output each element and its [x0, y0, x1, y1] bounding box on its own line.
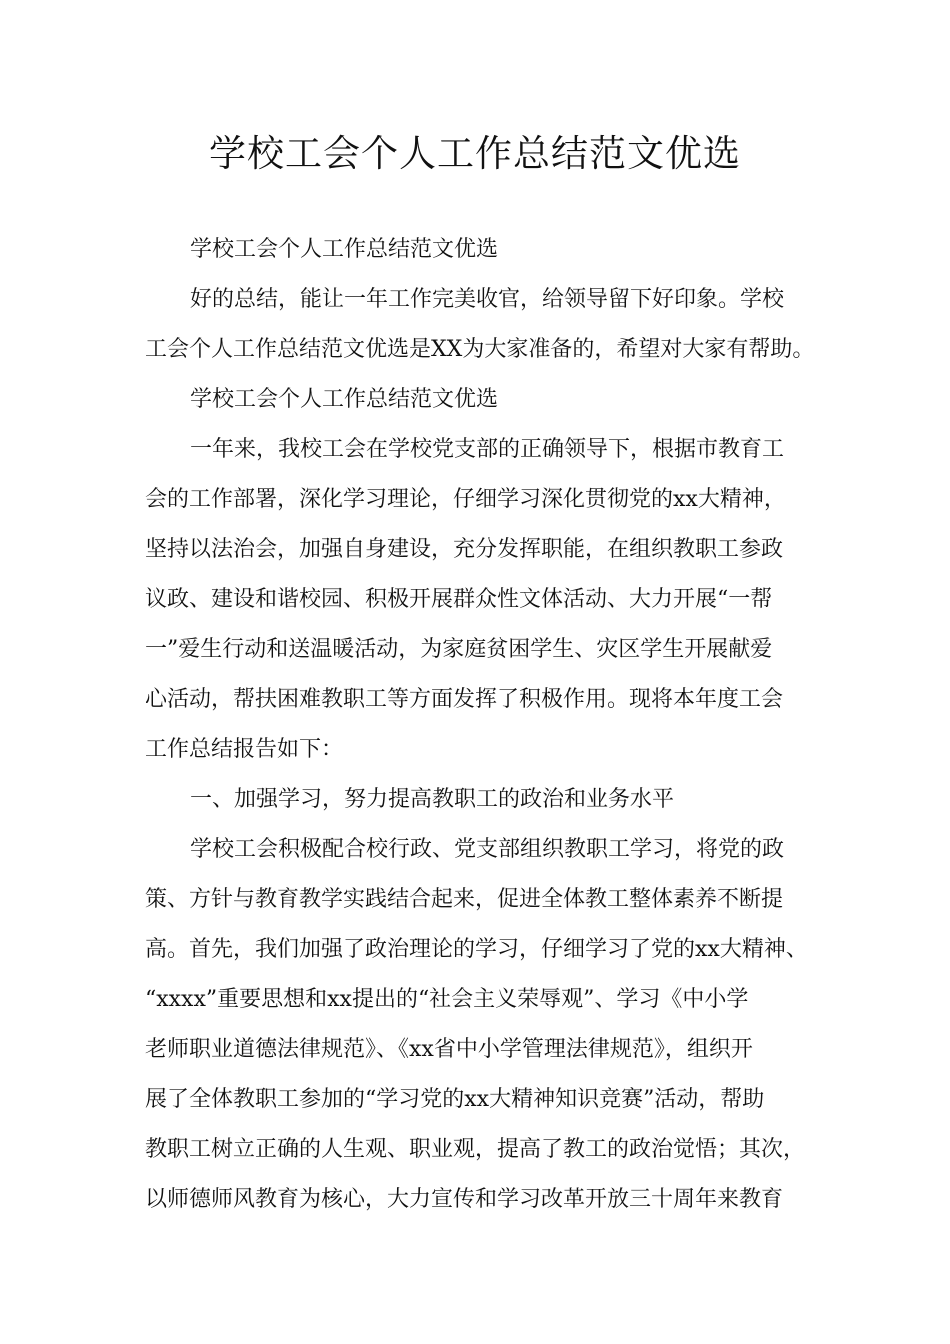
- body-line: 好的总结，能让一年工作完美收官，给领导留下好印象。学校: [190, 287, 785, 312]
- body-line: 老师职业道德法律规范》、《xx省中小学管理法律规范》，组织开: [145, 1037, 753, 1062]
- body-line: 展了全体教职工参加的“学习党的xx大精神知识竞赛”活动，帮助: [145, 1087, 765, 1112]
- body-line: “xxxx”重要思想和xx提出的“社会主义荣辱观”、学习《中小学: [145, 987, 749, 1012]
- body-line: 教职工树立正确的人生观、职业观，提高了教工的政治觉悟；其次，: [145, 1137, 806, 1162]
- document-body: [145, 225, 817, 1225]
- body-line: 以师德师风教育为核心，大力宣传和学习改革开放三十周年来教育: [145, 1187, 784, 1212]
- body-line: 学校工会积极配合校行政、党支部组织教职工学习，将党的政: [190, 837, 785, 862]
- body-line: 工会个人工作总结范文优选是XX为大家准备的，希望对大家有帮助。: [145, 337, 815, 362]
- body-line: 一年来，我校工会在学校党支部的正确领导下，根据市教育工: [190, 437, 785, 462]
- document-title: 学校工会个人工作总结范文优选: [209, 132, 741, 175]
- body-line: 心活动，帮扶困难教职工等方面发挥了积极作用。现将本年度工会: [145, 687, 784, 712]
- body-line: 议政、建设和谐校园、积极开展群众性文体活动、大力开展“一帮: [145, 587, 773, 612]
- body-line: 会的工作部署，深化学习理论，仔细学习深化贯彻党的xx大精神，: [145, 487, 786, 512]
- body-line: 一、加强学习，努力提高教职工的政治和业务水平: [190, 787, 675, 812]
- body-line: 高。首先，我们加强了政治理论的学习，仔细学习了党的xx大精神、: [145, 937, 808, 962]
- body-line: 学校工会个人工作总结范文优选: [190, 387, 499, 412]
- body-line: 坚持以法治会，加强自身建设，充分发挥职能，在组织教职工参政: [145, 537, 784, 562]
- body-line: 一”爱生行动和送温暖活动，为家庭贫困学生、灾区学生开展献爱: [145, 637, 773, 662]
- body-line: 策、方针与教育教学实践结合起来，促进全体教工整体素养不断提: [145, 887, 784, 912]
- body-line: 学校工会个人工作总结范文优选: [190, 237, 499, 262]
- body-line: 工作总结报告如下：: [145, 737, 344, 762]
